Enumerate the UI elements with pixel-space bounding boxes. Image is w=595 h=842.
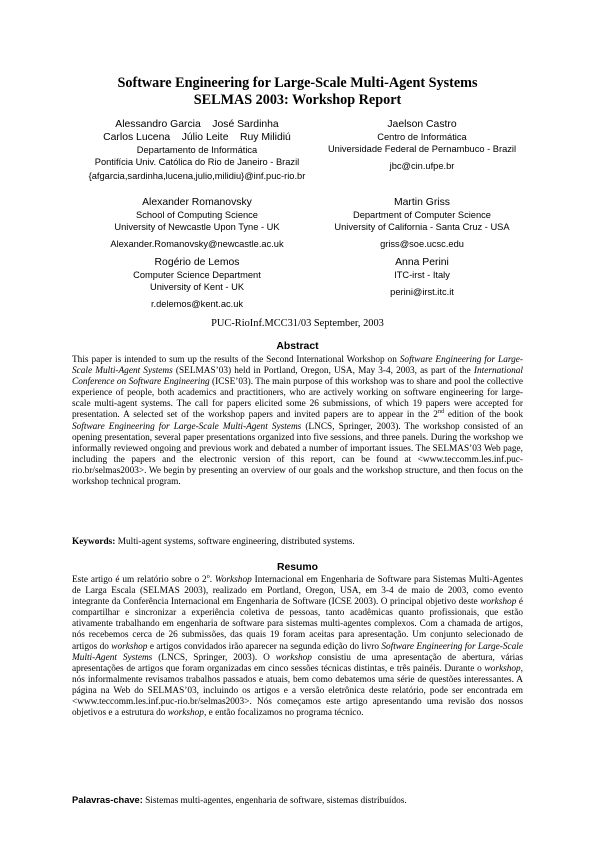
author-institution: Universidade Federal de Pernambuco - Brazil bbox=[327, 144, 517, 154]
resumo-text: Internacional em Engenharia de Software para Sistemas Multi-Agentes de Larga Escala (SELMAS 2003), realizado em Portland, Oregon, USA, em 3-4 de maio de 2003, como evento integrante da Conferência Internacional em Engenharia de Software (ICSE 2003). O principal objetivo deste bbox=[72, 575, 524, 608]
author-name: Jaelson Castro bbox=[387, 119, 457, 130]
author-name: Martin Griss bbox=[394, 197, 450, 208]
author-names-row-2: Carlos Lucena Júlio Leite Ruy Milidiú bbox=[103, 132, 291, 143]
author-name: Alexander Romanovsky bbox=[142, 197, 252, 208]
abstract-heading: Abstract bbox=[276, 341, 319, 352]
author-email: Alexander.Romanovsky@newcastle.ac.uk bbox=[110, 239, 284, 249]
palavras-chave-text: Sistemas multi-agentes, engenharia de software, sistemas distribuídos. bbox=[142, 796, 407, 806]
author-email: griss@soe.ucsc.edu bbox=[380, 239, 464, 249]
author-email: perini@irst.itc.it bbox=[390, 287, 454, 297]
resumo-keywords bbox=[72, 795, 523, 807]
abstract-paragraph bbox=[72, 355, 523, 488]
author-email: {afgarcia,sardinha,lucena,julio,milidiu}@inf.puc-rio.br bbox=[88, 171, 306, 181]
author-name: Anna Perini bbox=[395, 257, 449, 268]
author-institution: ITC-irst - Italy bbox=[394, 270, 450, 280]
resumo-text: , nós informalmente revisamos trabalhos passados e atuais, bem como debatemos uma série de questões interessantes. A página na Web do SELMAS’03, incluindo os artigos e a versão eletrônica deste relatório, pode ser encontrada em <www.teccomm.les.inf.puc-rio.br/selmas2003>. Nós começamos este artigo apresentando uma revisão dos nossos objetivos e a estrutura do bbox=[72, 663, 523, 719]
resumo-heading: Resumo bbox=[277, 562, 318, 573]
resumo-text: é compartilhar e sincronizar a experiência coletiva de pessoas, tanto acadêmicas quanto profissionais, que estão ativamente trabalhando em engenharia de software para sistemas multi-agentes complexos. Com a chamada de artigos, nós recebemos cerca de 26 submissões, das quais 19 foram aceitas para apresentação. Um conjunto selecionado de artigos do bbox=[72, 597, 523, 652]
author-block-perini bbox=[312, 256, 532, 298]
abstract-italic-text: Software Engineering for Large-Scale Multi-Agent Systems bbox=[72, 355, 523, 377]
resumo-text: consistiu de uma apresentação de abertura, várias apresentações de artigos que foram organizadas em cinco sessões técnicas distintas, e três painéis. Durante o bbox=[72, 652, 523, 674]
abstract-text: (LNCS, Springer, 2003). The workshop consisted of an opening presentation, several paper presentations organized into five sessions, and three panels. During the workshop we informally reviewed ongoing and previous work and debated a number of important issues. The SELMAS’03 Web page, including the papers and the electronic version of this report, can be found at <www.teccomm.les.inf.puc-rio.br/selmas2003>. We begin by presenting an overview of our goals and the workshop structure, and then focus on the workshop technical program. bbox=[72, 421, 524, 488]
resumo-superscript: o bbox=[206, 573, 210, 580]
author-dept: Centro de Informática bbox=[377, 132, 467, 142]
author-dept: Computer Science Department bbox=[133, 270, 261, 280]
author-block-romanovsky bbox=[72, 196, 322, 250]
author-block-lemos bbox=[72, 256, 322, 310]
title-line-2: SELMAS 2003: Workshop Report bbox=[193, 92, 402, 108]
resumo-text: (LNCS, Springer, 2003). O bbox=[152, 652, 276, 663]
keywords-text: Multi-agent systems, software engineering, distributed systems. bbox=[115, 537, 355, 547]
author-dept: Departamento de Informática bbox=[136, 145, 258, 155]
title-line-1: Software Engineering for Large-Scale Multi-Agent Systems bbox=[117, 75, 478, 91]
resumo-italic-text: workshop bbox=[111, 641, 148, 652]
paper-title bbox=[60, 75, 535, 109]
author-dept: School of Computing Science bbox=[136, 210, 258, 220]
abstract-italic-text: Software Engineering for Large-Scale Multi-Agent Systems bbox=[72, 421, 302, 432]
resumo-italic-text: Software Engineering for Large-Scale Multi-Agent Systems bbox=[72, 641, 523, 663]
abstract-text: This paper is intended to sum up the results of the Second International Workshop on bbox=[72, 355, 400, 365]
abstract-italic-text: International Conference on Software Engineering bbox=[72, 366, 523, 388]
author-name: Rogério de Lemos bbox=[154, 257, 240, 268]
report-identifier: PUC-RioInf.MCC31/03 September, 2003 bbox=[211, 318, 384, 329]
author-email: jbc@cin.ufpe.br bbox=[389, 161, 455, 171]
abstract-keywords bbox=[72, 537, 523, 548]
author-names-row-1: Alessandro Garcia José Sardinha bbox=[115, 119, 279, 130]
resumo-italic-text: workshop bbox=[480, 597, 517, 608]
resumo-text: . bbox=[209, 575, 215, 585]
abstract-text: (SELMAS’03) held in Portland, Oregon, USA, May 3-4, 2003, as part of the bbox=[172, 366, 474, 377]
author-institution: University of Newcastle Upon Tyne - UK bbox=[114, 222, 280, 232]
abstract-superscript: nd bbox=[437, 409, 444, 416]
resumo-italic-text: Workshop bbox=[214, 575, 252, 585]
resumo-text: e artigos convidados irão aparecer na segunda edição do livro bbox=[147, 641, 382, 652]
resumo-italic-text: workshop bbox=[484, 663, 521, 674]
resumo-italic-text: workshop bbox=[275, 652, 312, 663]
author-institution: Pontifícia Univ. Católica do Rio de Janeiro - Brazil bbox=[94, 157, 300, 167]
resumo-text: Este artigo é um relatório sobre o 2 bbox=[72, 575, 207, 585]
author-dept: Department of Computer Science bbox=[353, 210, 491, 220]
author-email: r.delemos@kent.ac.uk bbox=[150, 299, 244, 309]
abstract-text: edition of the book bbox=[443, 410, 523, 421]
palavras-chave-label: Palavras-chave: bbox=[72, 795, 143, 805]
resumo-paragraph bbox=[72, 575, 523, 719]
keywords-label: Keywords: bbox=[72, 537, 116, 547]
resumo-text: , e então focalizamos no programa técnico. bbox=[203, 708, 364, 719]
resumo-italic-text: workshop bbox=[167, 708, 204, 719]
author-block-castro bbox=[312, 118, 532, 172]
author-block-puc bbox=[72, 118, 322, 182]
author-institution: University of California - Santa Cruz - USA bbox=[334, 222, 510, 232]
author-block-griss bbox=[312, 196, 532, 250]
author-institution: University of Kent - UK bbox=[149, 282, 245, 292]
abstract-text: (ICSE’03). The main purpose of this workshop was to share and pool the collective experience of people, both academics and practitioners, who are actively working on software engineering for large-scale multi-agent systems. The call for papers elicited some 26 submissions, of which 19 papers were accepted for presentation. A selected set of the workshop papers and invited papers are to appear in the 2 bbox=[72, 377, 524, 421]
